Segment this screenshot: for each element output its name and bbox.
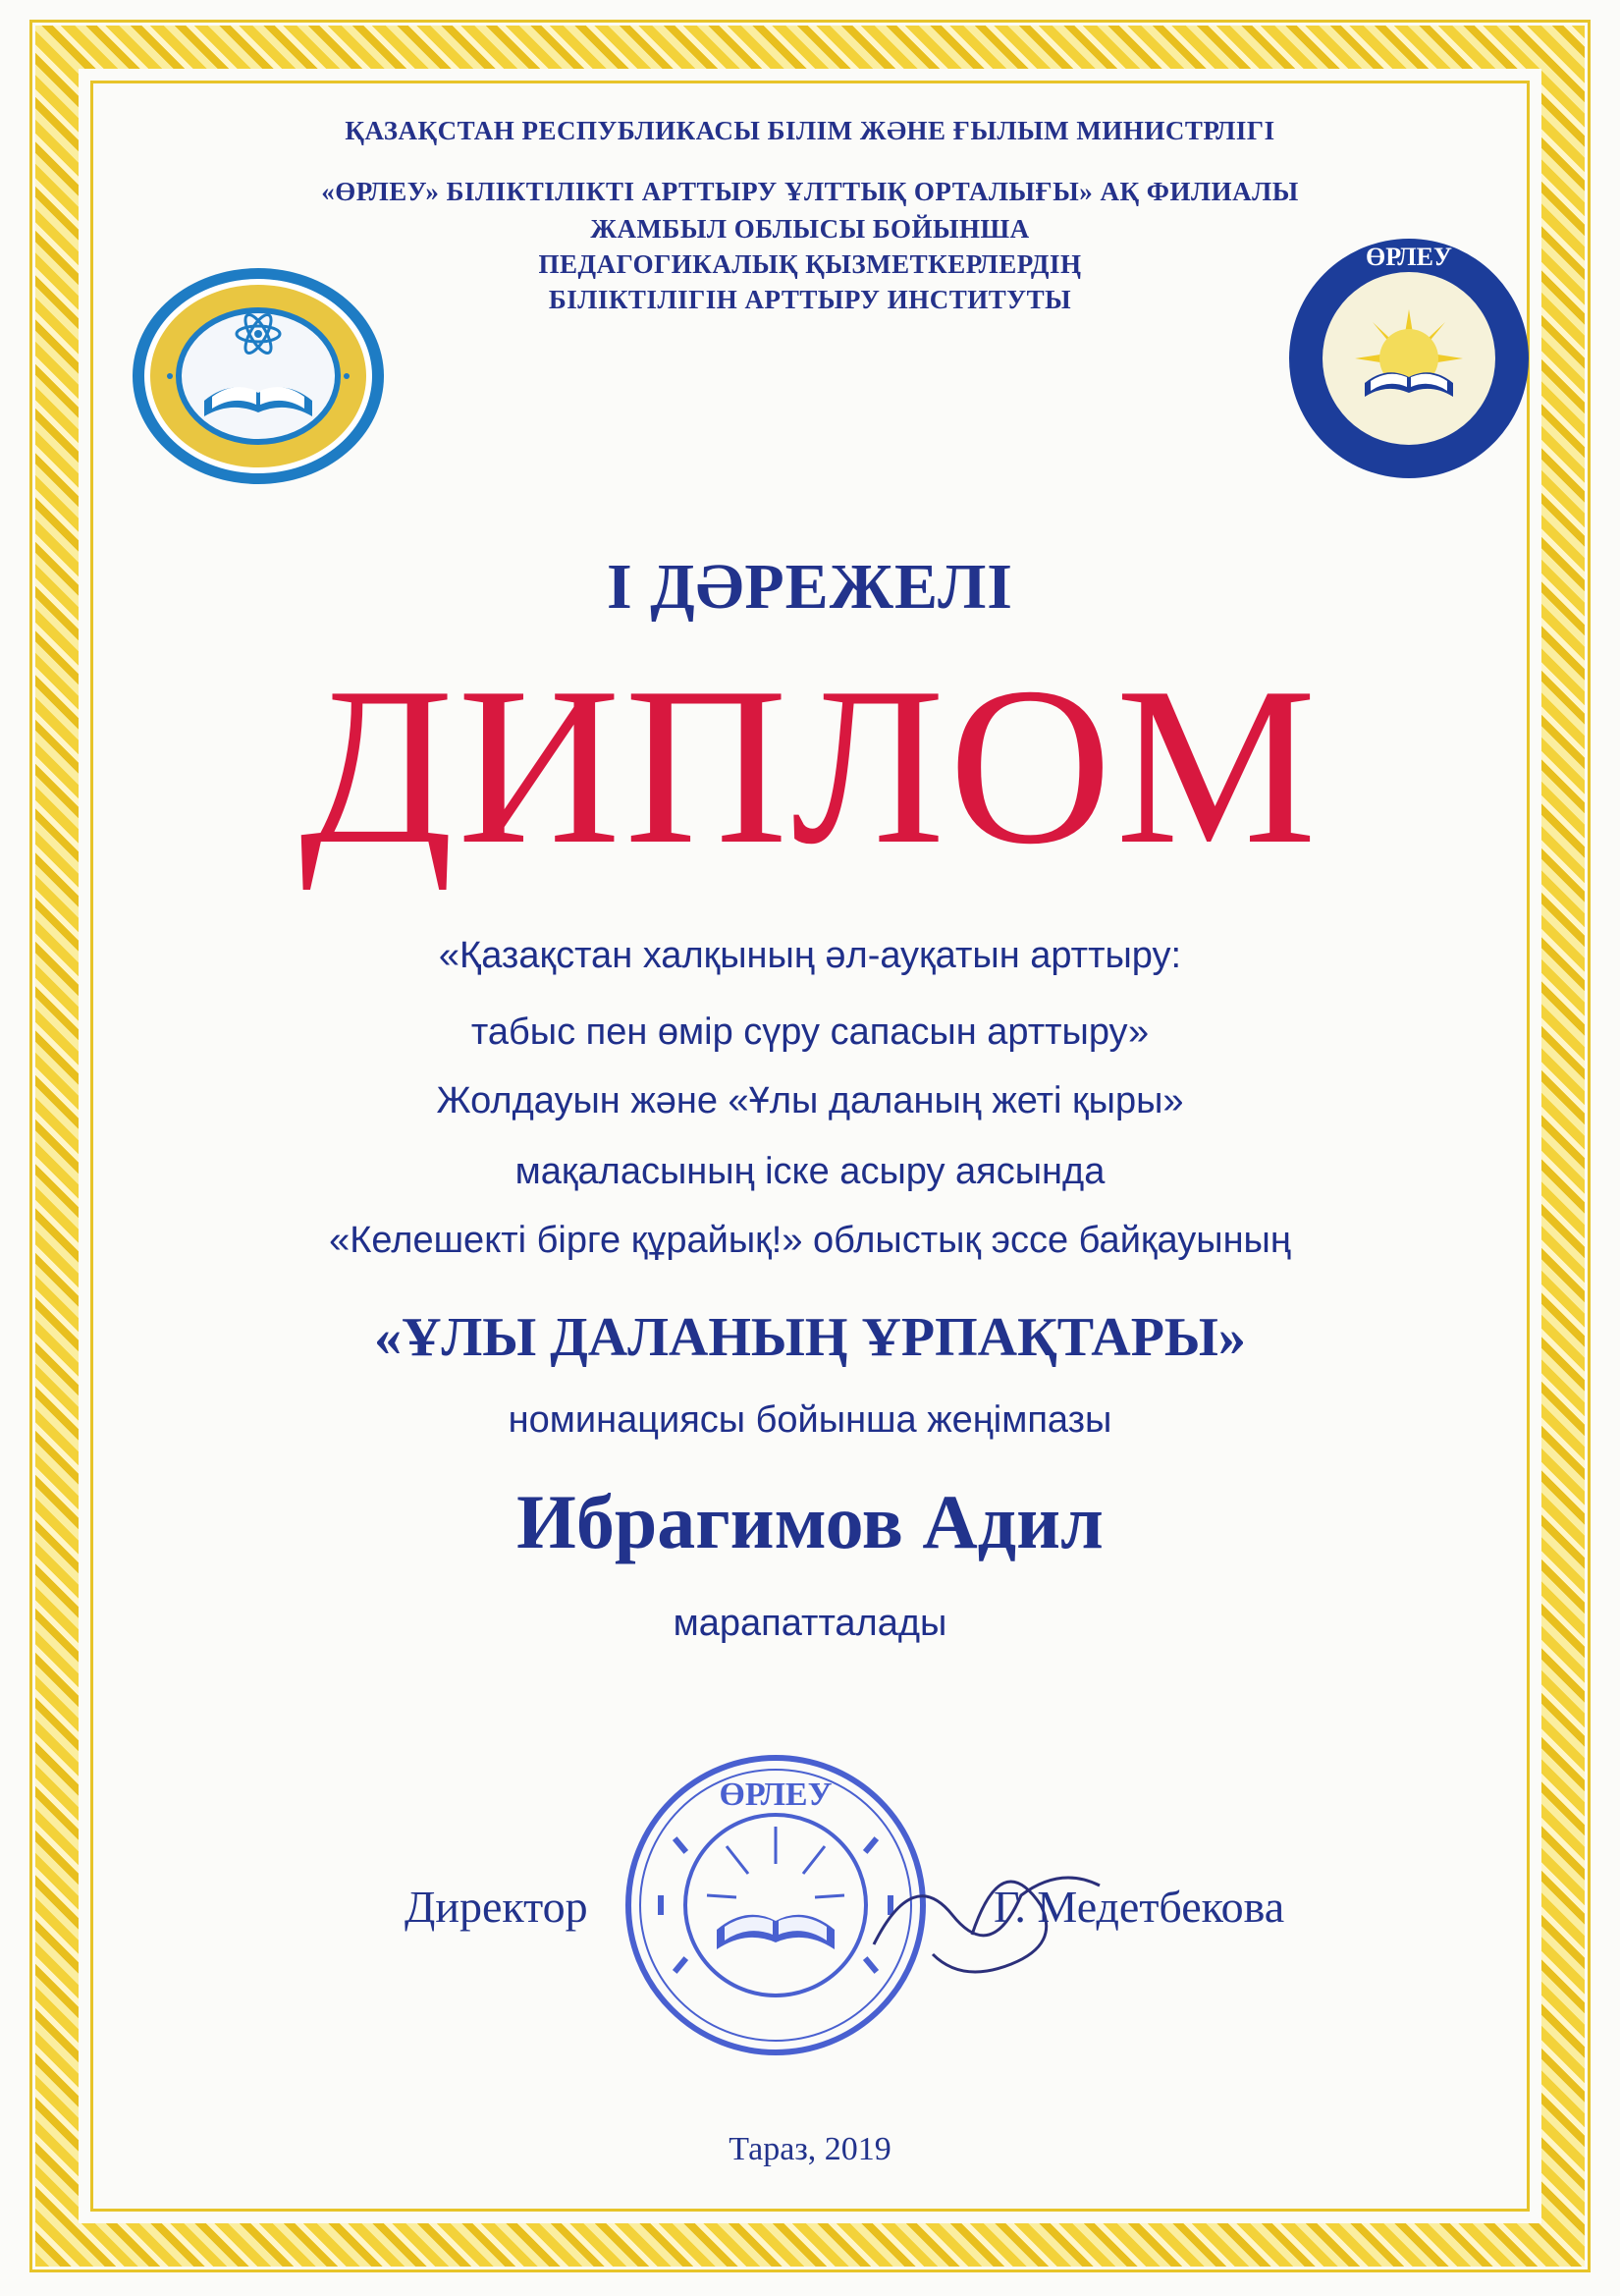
diploma-title: ДИПЛОМ bbox=[299, 640, 1321, 891]
place-date: Тараз, 2019 bbox=[729, 2131, 891, 2167]
institute-line-1: ПЕДАГОГИКАЛЫҚ ҚЫЗМЕТКЕРЛЕРДІҢ bbox=[538, 249, 1082, 279]
awarded-text: марапатталады bbox=[673, 1603, 947, 1644]
ministry-title: ҚАЗАҚСТАН РЕСПУБЛИКАСЫ БІЛІМ ЖӘНЕ ҒЫЛЫМ МИНИСТРЛІГІ bbox=[345, 116, 1275, 145]
body-line-4: мақаласының іске асыру аясында bbox=[514, 1151, 1106, 1192]
center-title: «ӨРЛЕУ» БІЛІКТІЛІКТІ АРТТЫРУ ҰЛТТЫҚ ОРТАЛЫҒЫ» АҚ ФИЛИАЛЫ bbox=[321, 177, 1299, 206]
body-line-1: «Қазақстан халқының әл-ауқатын арттыру: bbox=[438, 935, 1182, 976]
branch-line: ЖАМБЫЛ ОБЛЫСЫ БОЙЫНША bbox=[590, 214, 1030, 244]
nomination-title: «ҰЛЫ ДАЛАНЫҢ ҰРПАҚТАРЫ» bbox=[374, 1307, 1246, 1368]
stamp-top-text: ӨРЛЕУ bbox=[719, 1777, 833, 1813]
winner-name: Ибрагимов Адил bbox=[516, 1479, 1104, 1564]
body-line-2: табыс пен өмір сүру сапасын арттыру» bbox=[470, 1011, 1150, 1053]
orleu-emblem-icon bbox=[1286, 236, 1532, 481]
director-name: Г. Медетбекова bbox=[994, 1882, 1285, 1932]
director-label: Директор bbox=[405, 1882, 588, 1932]
institute-line-2: БІЛІКТІЛІГІН АРТТЫРУ ИНСТИТУТЫ bbox=[548, 285, 1072, 314]
body-line-5: «Келешекті бірге құрайық!» облыстық эссе байқауының bbox=[329, 1220, 1291, 1261]
body-line-3: Жолдауын және «Ұлы даланың жеті қыры» bbox=[436, 1080, 1184, 1121]
orleu-emblem-top-text: ӨРЛЕУ bbox=[1365, 243, 1453, 271]
ministry-emblem-icon bbox=[126, 263, 391, 489]
winner-label: номинациясы бойынша жеңімпазы bbox=[508, 1399, 1112, 1441]
degree-label: І ДӘРЕЖЕЛІ bbox=[607, 551, 1013, 623]
